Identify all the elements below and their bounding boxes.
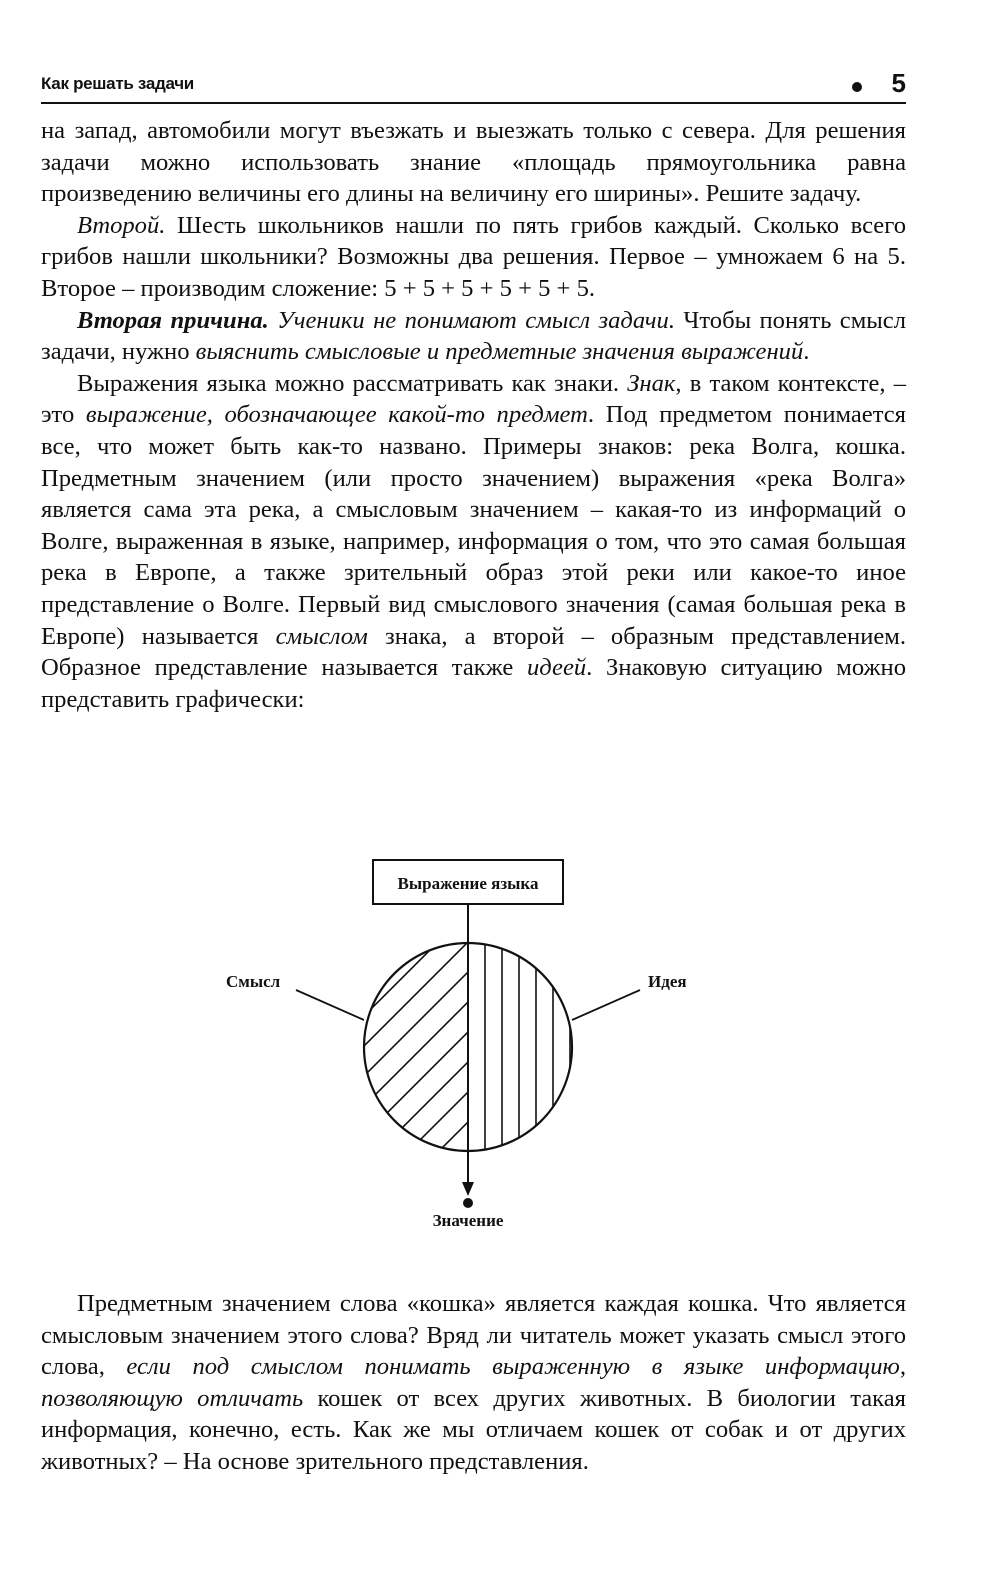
idea-label: Идея bbox=[648, 972, 687, 991]
paragraph-1: на запад, автомобили могут въезжать и выезжать только с севера. Для решения задачи можно использовать знание «площадь прямоугольника равна произведению величины его длины на величину его ширины». Решите задачу. bbox=[41, 117, 906, 208]
p5-t2: кошек от всех других животных. В биологии такая информация, конечно, есть. Как же мы отличаем кошек от собак и от других животных? – На основе зрительного представления. bbox=[41, 1384, 906, 1475]
p3-text1: Чтобы понять смысл задачи, нужно bbox=[41, 306, 906, 366]
running-title: Как решать задачи bbox=[41, 74, 194, 93]
meaning-dot-icon bbox=[463, 1198, 473, 1208]
sense-leader bbox=[296, 990, 364, 1020]
p3-em1: Ученики не понимают смысл задачи. bbox=[268, 306, 675, 334]
p2-text: Шесть школьников нашли по пять грибов каждый. Сколько всего грибов нашли школьники? Возможны два решения. Первое – умножаем 6 на 5. Второе – производим сложение: 5 + 5 + 5 + 5 + 5 + 5. bbox=[41, 211, 906, 302]
p3-lead: Вторая причина. bbox=[77, 306, 269, 334]
page-number: 5 bbox=[891, 68, 906, 98]
p4-e4: идеей bbox=[527, 654, 587, 682]
p3-em2: выяснить смысловые и предметные значения выражений bbox=[195, 338, 804, 366]
p4-t5: . Знаковую ситуацию можно представить графически: bbox=[41, 654, 906, 713]
meaning-label: Значение bbox=[432, 1211, 504, 1230]
p2-lead: Второй. bbox=[77, 211, 166, 239]
expression-box-label: Выражение языка bbox=[397, 874, 539, 893]
arrow-head-icon bbox=[462, 1182, 474, 1196]
p4-t3: . Под предметом понимается все, что может быть как-то названо. Примеры знаков: река Волга, кошка. Предметным значением (или просто значением) выражения «река Волга» является сама эта река, а смысловым значением – какая-то из информаций о Волге, выраженная в языке, например, информация о том, что это самая большая река в Европе, а также зрительный образ этой реки или какое-то иное представление о Волге. Первый вид смыслового значения (самая большая река в Европе) называется bbox=[41, 401, 906, 650]
p4-e3: смыслом bbox=[275, 622, 368, 650]
p3-text2: . bbox=[803, 338, 810, 366]
p4-t2: , в таком контексте, – это bbox=[41, 369, 907, 429]
idea-hatch bbox=[485, 930, 570, 1160]
p4-t1: Выражения языка можно рассматривать как знаки. bbox=[77, 369, 628, 397]
sense-hatch bbox=[320, 850, 470, 1300]
sense-label: Смысл bbox=[226, 972, 281, 991]
p4-e2: выражение, обозначающее какой-то предмет bbox=[85, 401, 588, 429]
p4-e1: Знак bbox=[627, 369, 676, 397]
p4-t4: знака, а второй – образным представлением. Образное представление называется также bbox=[41, 622, 906, 682]
body-text-bottom bbox=[41, 1288, 906, 1478]
p5-e1: если под смыслом понимать выраженную в языке информацию, позволяющую отличать bbox=[41, 1353, 906, 1412]
paragraph-5 bbox=[41, 1288, 906, 1478]
idea-leader bbox=[572, 990, 640, 1020]
p5-t1: Предметным значением слова «кошка» является каждая кошка. Что является смысловым значением этого слова? Вряд ли читатель может указать смысл этого слова, bbox=[41, 1290, 906, 1381]
